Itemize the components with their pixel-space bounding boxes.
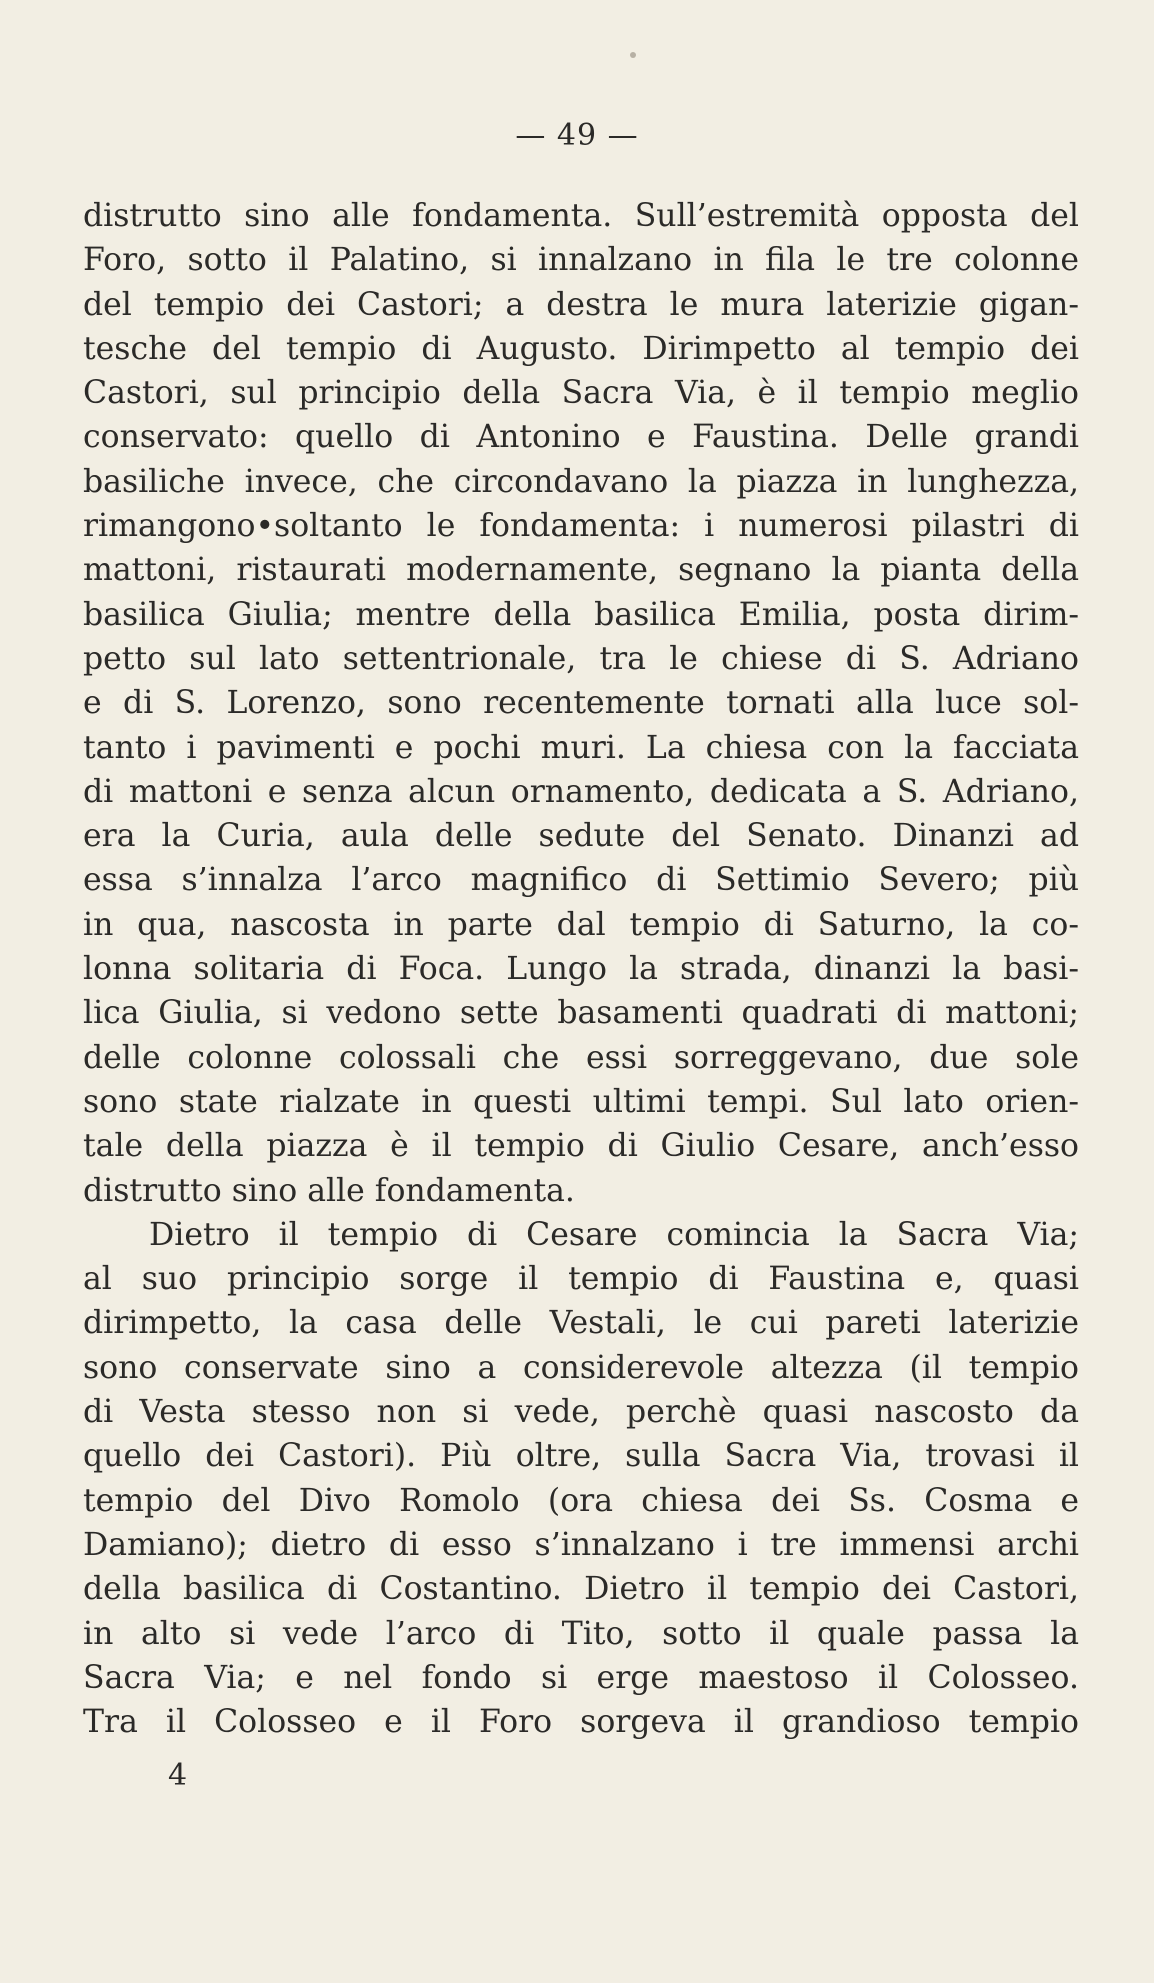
text-line: petto sul lato settentrionale, tra le chiese di S. Adriano	[83, 640, 1079, 677]
text-line: Tra il Colosseo e il Foro sorgeva il grandioso tempio	[83, 1704, 1079, 1741]
text-line: Castori, sul principio della Sacra Via, è il tempio meglio	[83, 375, 1079, 412]
text-line: conservato: quello di Antonino e Faustina. Delle grandi	[83, 419, 1079, 456]
text-line: era la Curia, aula delle sedute del Senato. Dinanzi ad	[83, 818, 1079, 855]
text-line: tale della piazza è il tempio di Giulio Cesare, anch’esso	[83, 1128, 1079, 1165]
text-line: sono state rialzate in questi ultimi tempi. Sul lato orien-	[83, 1083, 1079, 1120]
text-line: essa s’innalza l’arco magnifico di Settimio Severo; più	[83, 862, 1079, 899]
text-line: in alto si vede l’arco di Tito, sotto il quale passa la	[83, 1615, 1079, 1652]
text-line: Sacra Via; e nel fondo si erge maestoso il Colosseo.	[83, 1659, 1079, 1696]
text-line: tanto i pavimenti e pochi muri. La chiesa con la facciata	[83, 729, 1079, 766]
text-line: basilica Giulia; mentre della basilica Emilia, posta dirim-	[83, 596, 1079, 633]
text-line: delle colonne colossali che essi sorreggevano, due sole	[83, 1039, 1079, 1076]
text-line: Damiano); dietro di esso s’innalzano i tre immensi archi	[83, 1526, 1079, 1563]
signature-mark: 4	[168, 1758, 188, 1793]
text-line: di Vesta stesso non si vede, perchè quasi nascosto da	[83, 1394, 1079, 1431]
text-line: tesche del tempio di Augusto. Dirimpetto al tempio dei	[83, 330, 1079, 367]
text-line: e di S. Lorenzo, sono recentemente tornati alla luce sol-	[83, 685, 1079, 722]
text-line: Foro, sotto il Palatino, si innalzano in fila le tre colonne	[83, 242, 1079, 279]
text-line: lica Giulia, si vedono sette basamenti quadrati di mattoni;	[83, 995, 1079, 1032]
text-line: di mattoni e senza alcun ornamento, dedicata a S. Adriano,	[83, 773, 1079, 810]
text-line: mattoni, ristaurati modernamente, segnano la pianta della	[83, 552, 1079, 589]
text-line: distrutto sino alle fondamenta. Sull’estremità opposta del	[83, 198, 1079, 234]
text-line: in qua, nascosta in parte dal tempio di Saturno, la co-	[83, 906, 1079, 943]
text-line: dirimpetto, la casa delle Vestali, le cui pareti laterizie	[83, 1305, 1079, 1342]
text-line: Dietro il tempio di Cesare comincia la Sacra Via;	[149, 1216, 1079, 1253]
text-line: distrutto sino alle fondamenta.	[83, 1172, 575, 1209]
text-line: lonna solitaria di Foca. Lungo la strada, dinanzi la basi-	[83, 951, 1079, 988]
paragraph-1	[83, 194, 1079, 1213]
ink-spot	[630, 52, 636, 58]
text-line: basiliche invece, che circondavano la piazza in lunghezza,	[83, 463, 1079, 500]
text-line: sono conservate sino a considerevole altezza (il tempio	[83, 1349, 1079, 1386]
main-text	[83, 194, 1079, 1744]
text-line: rimangono•soltanto le fondamenta: i numerosi pilastri di	[83, 508, 1079, 545]
text-line: quello dei Castori). Più oltre, sulla Sacra Via, trovasi il	[83, 1438, 1079, 1475]
page-number-header: — 49 —	[515, 118, 639, 153]
text-line: del tempio dei Castori; a destra le mura laterizie gigan-	[83, 286, 1079, 323]
text-line: della basilica di Costantino. Dietro il tempio dei Castori,	[83, 1571, 1079, 1608]
text-line: al suo principio sorge il tempio di Faustina e, quasi	[83, 1261, 1079, 1298]
text-line: tempio del Divo Romolo (ora chiesa dei Ss. Cosma e	[83, 1482, 1079, 1519]
paragraph-2	[83, 1213, 1079, 1745]
